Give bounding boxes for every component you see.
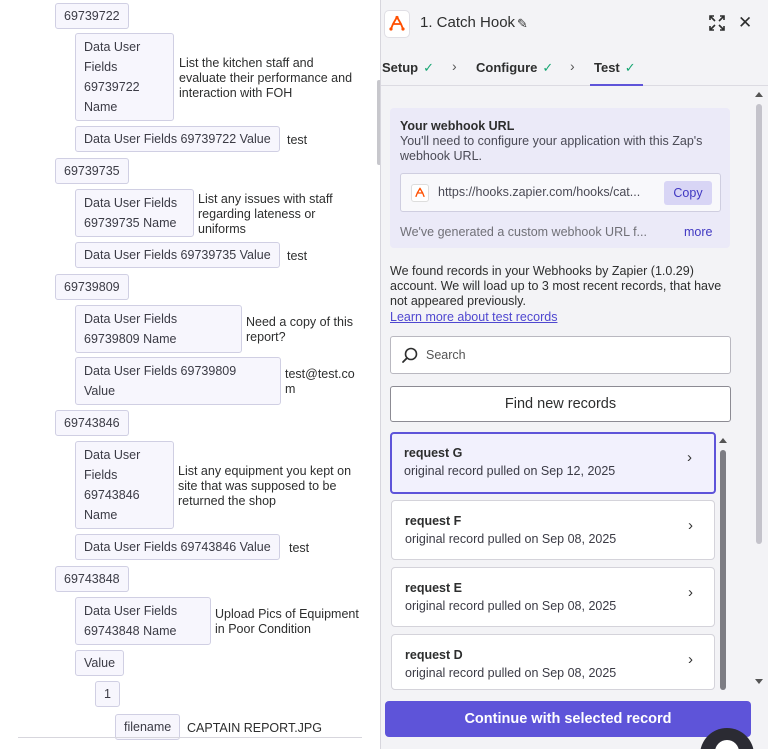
field-id-chip: 69739735 [55,158,129,184]
field-id-chip: 69739722 [55,3,129,29]
field-id-chip: 69739809 [55,274,129,300]
webhook-description: You'll need to configure your application with this Zap's webhook URL. [400,134,703,163]
record-subtitle: original record pulled on Sep 08, 2025 [405,666,617,680]
close-icon[interactable]: ✕ [738,13,753,32]
webhook-url-text[interactable]: https://hooks.zapier.com/hooks/cat... [438,185,641,199]
webhook-heading: Your webhook URL [400,119,515,133]
right-scrollbar[interactable] [754,90,764,690]
check-icon: ✓ [423,60,435,75]
check-icon: ✓ [624,60,636,75]
scrollbar-thumb[interactable] [720,450,726,690]
chevron-right-icon: › [570,58,575,74]
edit-pencil-icon[interactable]: ✎ [517,16,528,31]
search-box[interactable] [390,336,731,374]
record-title: request E [405,581,462,595]
tab-label: Test [594,60,620,75]
webhook-url-card [390,108,730,248]
filename-key: filename [115,714,180,740]
record-title: request D [405,648,463,662]
field-name-value: Need a copy of this report? [246,315,354,344]
field-value-key: Data User Fields 69743846 Value [75,534,280,560]
scrollbar-thumb[interactable] [756,104,762,544]
field-value-value: test [287,133,308,147]
tab-configure[interactable] [476,60,553,76]
record-item-request-g[interactable] [390,432,716,494]
expand-icon[interactable] [708,14,728,34]
webhooks-app-icon [384,10,410,38]
filename-value: CAPTAIN REPORT.JPG [187,721,322,735]
search-input[interactable] [426,345,716,365]
active-tab-indicator [590,84,643,86]
records-scrollbar[interactable] [718,436,728,688]
found-records-text: We found records in your Webhooks by Zapier (1.0.29) account. We will load up to 3 most recent records, that have not appeared previously. [390,264,722,308]
chevron-right-icon: › [688,651,693,668]
record-item-request-f[interactable] [391,500,715,560]
tab-setup[interactable] [382,60,434,76]
webhook-url-field [400,173,721,212]
field-name-value: List any equipment you kept on site that was supposed to be returned the shop [178,464,352,508]
field-value-key: Value [75,650,124,676]
field-name-value: List any issues with staff regarding lateness or uniforms [198,192,333,236]
webhooks-app-icon [411,184,429,202]
field-name-key: Data User Fields 69743848 Name [75,597,211,645]
step-editor-panel [381,0,768,749]
find-new-records-button[interactable]: Find new records [390,386,731,422]
field-id-chip: 69743848 [55,566,129,592]
record-item-request-e[interactable] [391,567,715,627]
record-data-panel [0,0,381,749]
record-item-request-d[interactable] [391,634,715,690]
chevron-right-icon: › [687,449,692,466]
field-name-value: Upload Pics of Equipment in Poor Condition [215,607,359,636]
field-value-key: Data User Fields 69739722 Value [75,126,280,152]
field-name-key: Data User Fields 69739722 Name [75,33,174,121]
more-link[interactable]: more [684,225,713,239]
copy-button[interactable]: Copy [664,181,712,205]
field-value-key: Data User Fields 69739809 Value [75,357,281,405]
record-title: request G [404,446,463,460]
field-name-key: Data User Fields 69739809 Name [75,305,242,353]
tab-label: Configure [476,60,538,75]
step-header [381,0,768,48]
field-id-chip: 69743846 [55,410,129,436]
record-subtitle: original record pulled on Sep 12, 2025 [404,464,616,478]
field-value-value: test [287,249,308,263]
record-title: request F [405,514,462,528]
step-title: 1. Catch Hook [420,14,516,31]
check-icon: ✓ [542,60,554,75]
record-subtitle: original record pulled on Sep 08, 2025 [405,532,617,546]
record-subtitle: original record pulled on Sep 08, 2025 [405,599,617,613]
chevron-right-icon: › [452,58,457,74]
tab-test[interactable] [594,60,636,76]
field-value-value: test [289,541,310,555]
learn-more-link[interactable]: Learn more about test records [390,310,558,324]
tab-label: Setup [382,60,419,75]
chevron-right-icon: › [688,584,693,601]
step-tabs [381,50,768,86]
nested-index-chip: 1 [95,681,120,707]
continue-button[interactable]: Continue with selected record [385,701,751,737]
field-name-key: Data User Fields 69743846 Name [75,441,174,529]
field-name-key: Data User Fields 69739735 Name [75,189,194,237]
search-icon [401,346,419,364]
field-name-value: List the kitchen staff and evaluate their performance and interaction with FOH [179,56,353,100]
field-value-key: Data User Fields 69739735 Value [75,242,280,268]
divider [18,737,362,738]
chevron-right-icon: › [688,517,693,534]
generated-url-text: We've generated a custom webhook URL f... [400,225,647,239]
field-value-value: test@test.com [285,367,355,396]
